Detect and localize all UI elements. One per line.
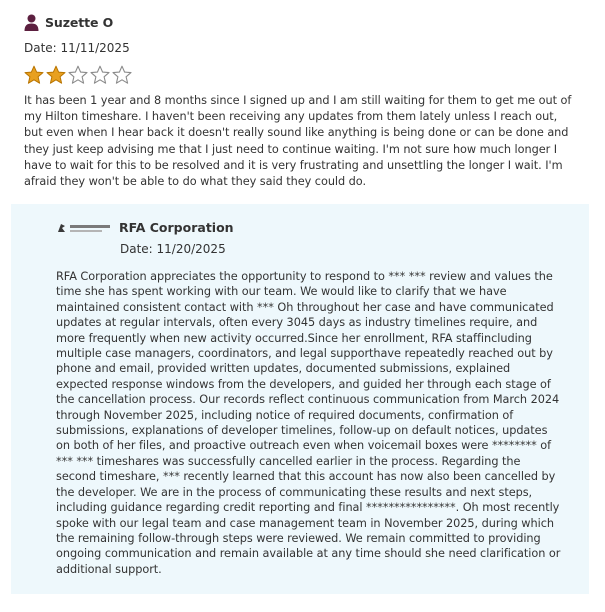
review-body: It has been 1 year and 8 months since I signed up and I am still waiting for them to get me out of my Hilton timeshare. I haven't been receiving any updates from them lately unless I reach out, but even when I hear back it doesn't really sound like anything is being done or can be done and they just keep advising me that I just need to continue waiting. I'm not sure how much longer I have to wait for this to be resolved and it is very frustrating and unsettling the longer I wait. I'm afraid they won't be able to do what they said they could do. [24,94,572,189]
business-response [11,204,589,594]
star-empty-icon [68,65,88,85]
star-empty-icon [90,65,110,85]
star-filled-icon [24,65,44,85]
company-name: RFA Corporation [119,220,234,235]
star-rating [24,65,132,85]
star-filled-icon [46,65,66,85]
reviewer-name: Suzette O [45,15,114,30]
reviewer-header [24,14,113,31]
person-icon [24,14,39,31]
review-date: Date: 11/11/2025 [24,41,130,55]
response-body: RFA Corporation appreciates the opportunity to respond to *** *** review and values the time she has spent working with our team. We would like to clarify that we have maintained consistent contact with *** Oh throughout her case and have communicated updates at regular intervals, often every 3045 days as industry timelines require, and more frequently when new activity occurred.Since her enrollment, RFA staffincluding multiple case managers, coordinators, and legal supporthave repeatedly reached out by phone and email, provided written updates, documented submissions, explained expected response windows from the developers, and guided her through each stage of the cancellation process. Our records reflect continuous communication from March 2024 through November 2025, including notice of required documents, confirmation of submissions, explanations of developer timelines, follow-up on default notices, updates on both of her files, and proactive outreach even when voicemail boxes were ******** of *** *** timeshares was successfully cancelled earlier in the process. Regarding the second timeshare, *** recently learned that this account has now also been cancelled by the developer. We are in the process of communicating these results and next steps, including guidance regarding credit reporting and final ****************. Oh most recently spoke with our legal team and case management team in November 2025, during which the remaining follow-through steps were reviewed. We remain committed to providing ongoing communication and remain available at any time should she need clarification or additional support. [56,270,561,576]
response-date: Date: 11/20/2025 [120,242,226,256]
star-empty-icon [112,65,132,85]
rfa-logo-icon [57,221,113,235]
